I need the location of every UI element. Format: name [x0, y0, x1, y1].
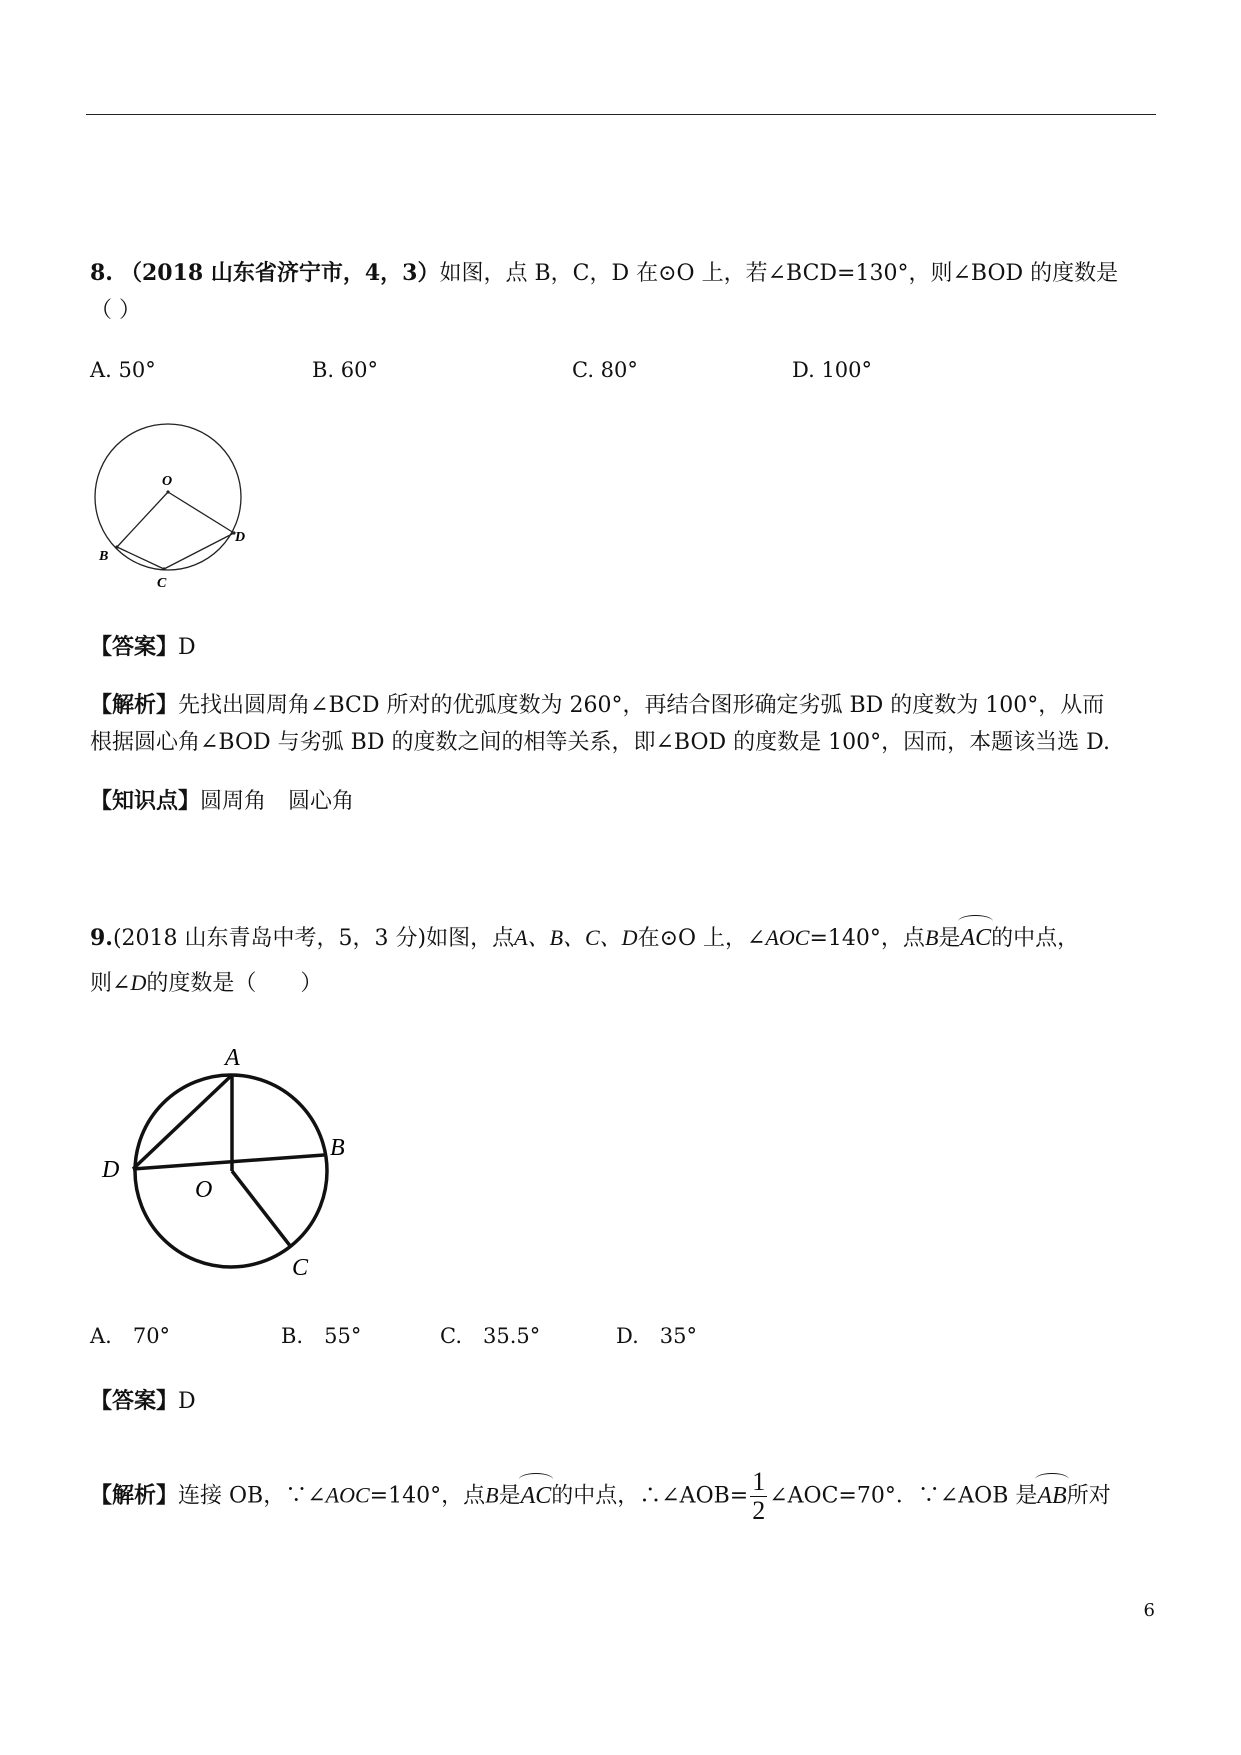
q8-label-d: D: [235, 530, 246, 545]
q9-answer-value: D: [178, 1389, 196, 1414]
q8-line-od: [168, 492, 234, 533]
q9-stem-line2: 则∠D的度数是（ ）: [90, 970, 323, 996]
q9-fraction: $\frac{1}{2}$: [752, 1467, 766, 1525]
q8-analysis-line1: 【解析】先找出圆周角∠BCD 所对的优弧度数为 260°，再结合图形确定劣弧 BD 的度数为 100°，从而: [90, 692, 1105, 718]
q8-line-bc: [117, 547, 164, 569]
q9-analysis: 【解析】连接 OB，∵∠AOC=140°，点B是AC的中点，∴∠AOB= $\frac{1}{2}$ ∠AOC=70°．∵∠AOB 是AB所对: [90, 1467, 1111, 1525]
q8-analysis-line2: 根据圆心角∠BOD 与劣弧 BD 的度数之间的相等关系，即∠BOD 的度数是 100°，因而，本题该当选 D.: [90, 730, 1110, 755]
q8-number: 8.: [90, 260, 113, 286]
q9-arc-ac: AC: [960, 925, 992, 951]
q8-label-b: B: [99, 549, 109, 564]
q8-option-b: B. 60°: [312, 358, 379, 382]
q8-answer-value: D: [178, 635, 196, 660]
q8-knowledge: 【知识点】圆周角 圆心角: [90, 788, 355, 814]
q9-line-oc: [232, 1171, 291, 1247]
q9-number: 9.: [90, 925, 113, 951]
q8-label-o: O: [162, 474, 173, 489]
q9-circle-figure: [95, 1035, 375, 1290]
q9-analysis-arc-ab: AB: [1037, 1482, 1067, 1509]
q9-option-c: C. 35.5°: [440, 1324, 541, 1348]
q8-circle-figure: [85, 415, 255, 600]
q9-option-a: A. 70°: [90, 1324, 171, 1348]
q9-label-b: B: [330, 1135, 345, 1161]
q9-option-d: D. 35°: [616, 1324, 697, 1348]
q9-label-c: C: [292, 1255, 309, 1281]
q9-answer: 【答案】D: [90, 1388, 196, 1414]
header-rule: [86, 114, 1156, 115]
q8-option-c: C. 80°: [572, 358, 638, 382]
page-number: 6: [1143, 1600, 1155, 1621]
q8-label-c: C: [157, 576, 167, 591]
q9-label-a: A: [225, 1045, 240, 1071]
q8-stem-line2: （ ）: [90, 298, 141, 323]
q9-stem-line1: 9.(2018 山东青岛中考，5，3 分)如图，点A、B、C、D在⊙O 上，∠AOC=140°，点B是AC的中点，: [90, 925, 1080, 951]
q9-line-db: [133, 1155, 324, 1169]
q8-stem-line1: [90, 258, 1118, 289]
q8-option-d: D. 100°: [792, 358, 873, 382]
q9-label-d: D: [102, 1157, 120, 1183]
q9-analysis-arc-ac: AC: [520, 1482, 552, 1509]
q8-answer: 【答案】D: [90, 634, 196, 660]
q8-line-ob: [117, 492, 168, 547]
q9-option-b: B. 55°: [281, 1324, 362, 1348]
q9-source: (2018 山东青岛中考，5，3 分): [112, 926, 427, 951]
q8-option-a: A. 50°: [90, 358, 156, 382]
q9-label-o: O: [195, 1177, 213, 1203]
q8-source: （2018 山东省济宁市，4，3）: [119, 260, 440, 286]
q8-stem-text: 如图，点 B，C，D 在⊙O 上，若∠BCD=130°，则∠BOD 的度数是: [439, 261, 1119, 286]
